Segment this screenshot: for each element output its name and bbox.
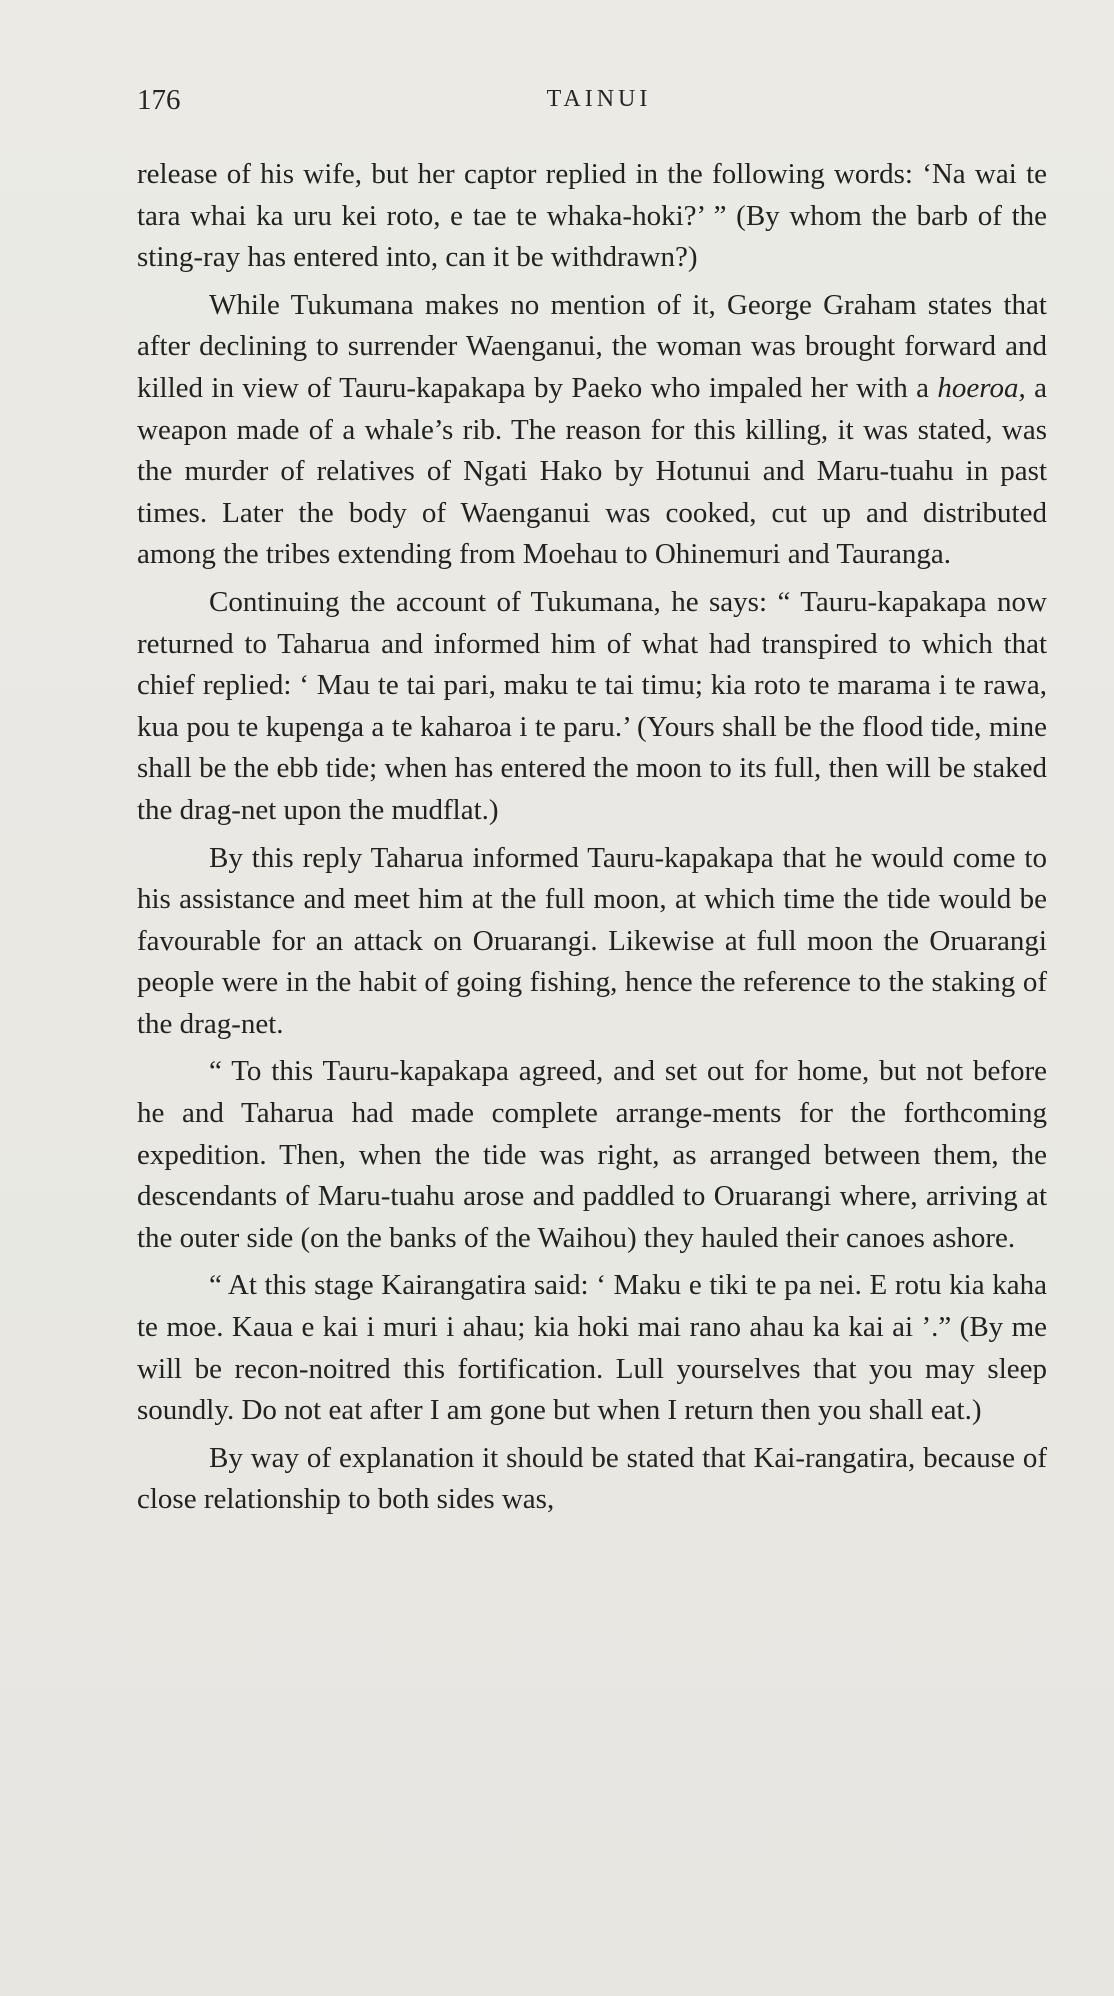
paragraph-6: “ At this stage Kairangatira said: ‘ Maku e tiki te pa nei. E rotu kia kaha te moe. Kaua e kai i muri i ahau; kia hoki mai rano ahau ka kai ai ’.” (By me will be recon-noitred this fortification. Lull yourselves that you may sleep soundly. Do not eat after I am gone but when I return then you shall eat.) bbox=[137, 1269, 1047, 1427]
paragraph-3: Continuing the account of Tukumana, he says: “ Tauru-kapakapa now returned to Taharua and informed him of what had transpired to which that chief replied: ‘ Mau te tai pari, maku te tai timu; kia roto te marama i te rawa, kua pou te kupenga a te kaharoa i te paru.’ (Yours shall be the flood tide, mine shall be the ebb tide; when has entered the moon to its full, then will be staked the drag-net upon the mudflat.) bbox=[137, 585, 1047, 826]
running-title: TAINUI bbox=[546, 86, 652, 112]
paragraph-2-italic-term: hoeroa, bbox=[937, 371, 1026, 404]
page-header bbox=[137, 84, 1047, 124]
body-text bbox=[137, 154, 1047, 1521]
paragraph-1: release of his wife, but her captor replied in the following words: ‘Na wai te tara whai ka uru kei roto, e tae te whaka-hoki?’ ” (By whom the barb of the sting-ray has entered into, can it be withdrawn?) bbox=[137, 158, 1047, 274]
paragraph-4: By this reply Taharua informed Tauru-kapakapa that he would come to his assistance and meet him at the full moon, at which time the tide would be favourable for an attack on Oruarangi. Likewise at full moon the Oruarangi people were in the habit of going fishing, hence the reference to the staking of the drag-net. bbox=[137, 841, 1047, 1040]
page-number: 176 bbox=[137, 84, 181, 116]
paragraph-7: By way of explanation it should be stated that Kai-rangatira, because of close relationship to both sides was, bbox=[137, 1441, 1047, 1516]
paragraph-2 bbox=[137, 285, 1047, 576]
paragraph-5: “ To this Tauru-kapakapa agreed, and set out for home, but not before he and Taharua had made complete arrange-ments for the forthcoming expedition. Then, when the tide was right, as arranged between them, the descendants of Maru-tuahu arose and paddled to Oruarangi where, arriving at the outer side (on the banks of the Waihou) they hauled their canoes ashore. bbox=[137, 1055, 1047, 1254]
paragraph-2-text-after: a weapon made of a whale’s rib. The reason for this killing, it was stated, was the murder of relatives of Ngati Hako by Hotunui and Maru-tuahu in past times. Later the body of Waenganui was cooked, cut up and distributed among the tribes extending from Moehau to Ohinemuri and Tauranga. bbox=[137, 371, 1048, 571]
paragraph-2-text-before: While Tukumana makes no mention of it, George Graham states that after declining to surrender Waenganui, the woman was brought forward and killed in view of Tauru-kapakapa by Paeko who impaled her with a bbox=[137, 288, 1047, 404]
